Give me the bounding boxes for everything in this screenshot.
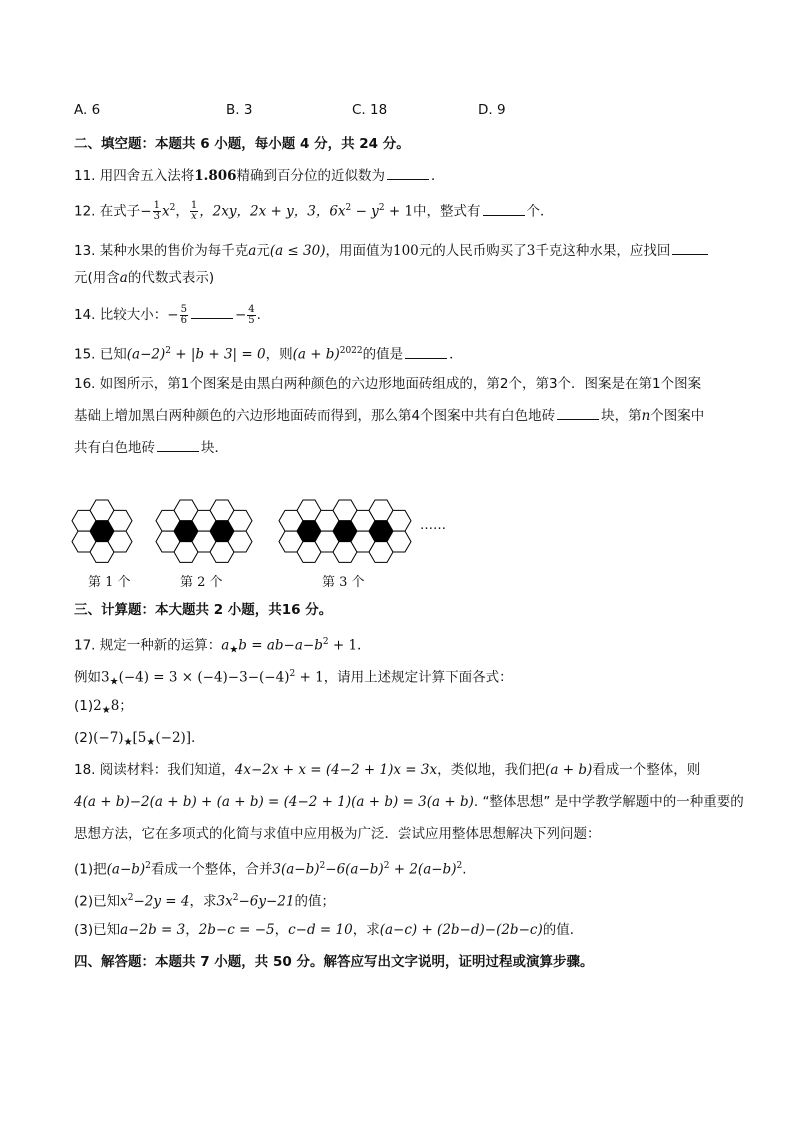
answer-blank[interactable] [483, 201, 525, 216]
question-17-part-2: $(2)(-7)_★[5_★(-2)]$． [74, 730, 205, 748]
question-12: 12. 在式子− $\frac{1}{3}$ $x^2$， $\frac{1}{x}$ ，2xy，2x + y，3，$6x^2 - y^2 + 1$中，整式有 个． [74, 200, 554, 222]
hexagon-figure-3 [277, 498, 417, 564]
question-18-line-2: 4(a + b)−2(a + b) + (a + b) = (4−2 + 1)(a + b) = 3(a + b). “整体思想” 是中学教学解题中的一种重要的 [74, 794, 744, 810]
figure-ellipsis: …… [420, 518, 446, 533]
figure-caption-3: 第 3 个 [322, 575, 365, 590]
answer-blank[interactable] [557, 405, 599, 420]
question-18-part-1: (1)把$(a-b)^2$看成一个整体，合并$3(a-b)^2-6(a-b)^2 + 2(a-b)^2$. [74, 861, 467, 878]
answer-blank[interactable] [387, 165, 429, 180]
option-b: B. 3 [226, 102, 253, 118]
question-18-part-3: (3)已知a−2b = 3，2b−c = −5，c−d = 10，求(a−c) + (2b−d)−(2b−c)的值． [74, 922, 584, 938]
section-4-heading: 四、解答题：本题共 7 小题，共 50 分。解答应写出文字说明，证明过程或演算步骤。 [74, 954, 594, 970]
hexagon-figure-2 [154, 498, 259, 564]
figure-caption-2: 第 2 个 [180, 575, 223, 590]
question-18-line-3: 思想方法，它在多项式的化简与求值中应用极为广泛．尝试应用整体思想解决下列问题： [74, 826, 601, 842]
question-14: 14. 比较大小：− $\frac{5}{6}$ − $\frac{4}{5}$ . [74, 303, 261, 326]
hexagon-figure-1 [70, 498, 140, 564]
question-18-line-1: 18. 阅读材料：我们知道，4x−2x + x = (4−2 + 1)x = 3x，类似地，我们把(a + b)看成一个整体，则 [74, 762, 701, 778]
question-13-line-2: 元(用含a的代数式表示) [74, 270, 215, 286]
section-2-heading: 二、填空题：本题共 6 小题，每小题 4 分，共 24 分。 [74, 136, 410, 152]
question-11: 11. 用四舍五入法将1.806精确到百分位的近似数为 ． [74, 165, 445, 186]
question-18-part-2: (2)已知$x^2-2y = 4$，求$3x^2-6y-21$的值； [74, 893, 335, 910]
question-13: 13. 某种水果的售价为每千克a元(a ≤ 30)，用面值为100元的人民币购买了3千克这种水果，应找回 [74, 240, 710, 261]
question-15: 15. 已知$(a-2)^2 + |b + 3| = 0$，则$(a + b)^{2022}$的值是 ． [74, 341, 463, 365]
question-17: 17. 规定一种新的运算：$a_★b = ab-a-b^2 + 1$. [74, 637, 362, 656]
question-17-example: 例如$3_★(-4) = 3 \times (-4)-3-(-4)^2 + 1$，请用上述规定计算下面各式： [74, 669, 513, 688]
question-16-line-1: 16. 如图所示，第1个图案是由黑白两种颜色的六边形地面砖组成的，第2个，第3个．图案是在第1个图案 [74, 376, 702, 392]
question-16-line-2: 基础上增加黑白两种颜色的六边形地面砖而得到，那么第4个图案中共有白色地砖 块，第n个图案中 [74, 405, 704, 426]
figure-caption-1: 第 1 个 [88, 575, 131, 590]
answer-blank[interactable] [157, 437, 199, 452]
option-a: A. 6 [74, 102, 101, 118]
answer-blank[interactable] [672, 240, 708, 255]
section-3-heading: 三、计算题：本大题共 2 小题，共16 分。 [74, 602, 333, 618]
question-17-part-1: $(1)2_★8$； [74, 698, 133, 716]
question-16-line-3: 共有白色地砖 块． [74, 437, 228, 458]
answer-blank[interactable] [405, 344, 447, 359]
option-d: D. 9 [478, 102, 506, 118]
answer-blank[interactable] [191, 304, 233, 319]
option-c: C. 18 [352, 102, 388, 118]
